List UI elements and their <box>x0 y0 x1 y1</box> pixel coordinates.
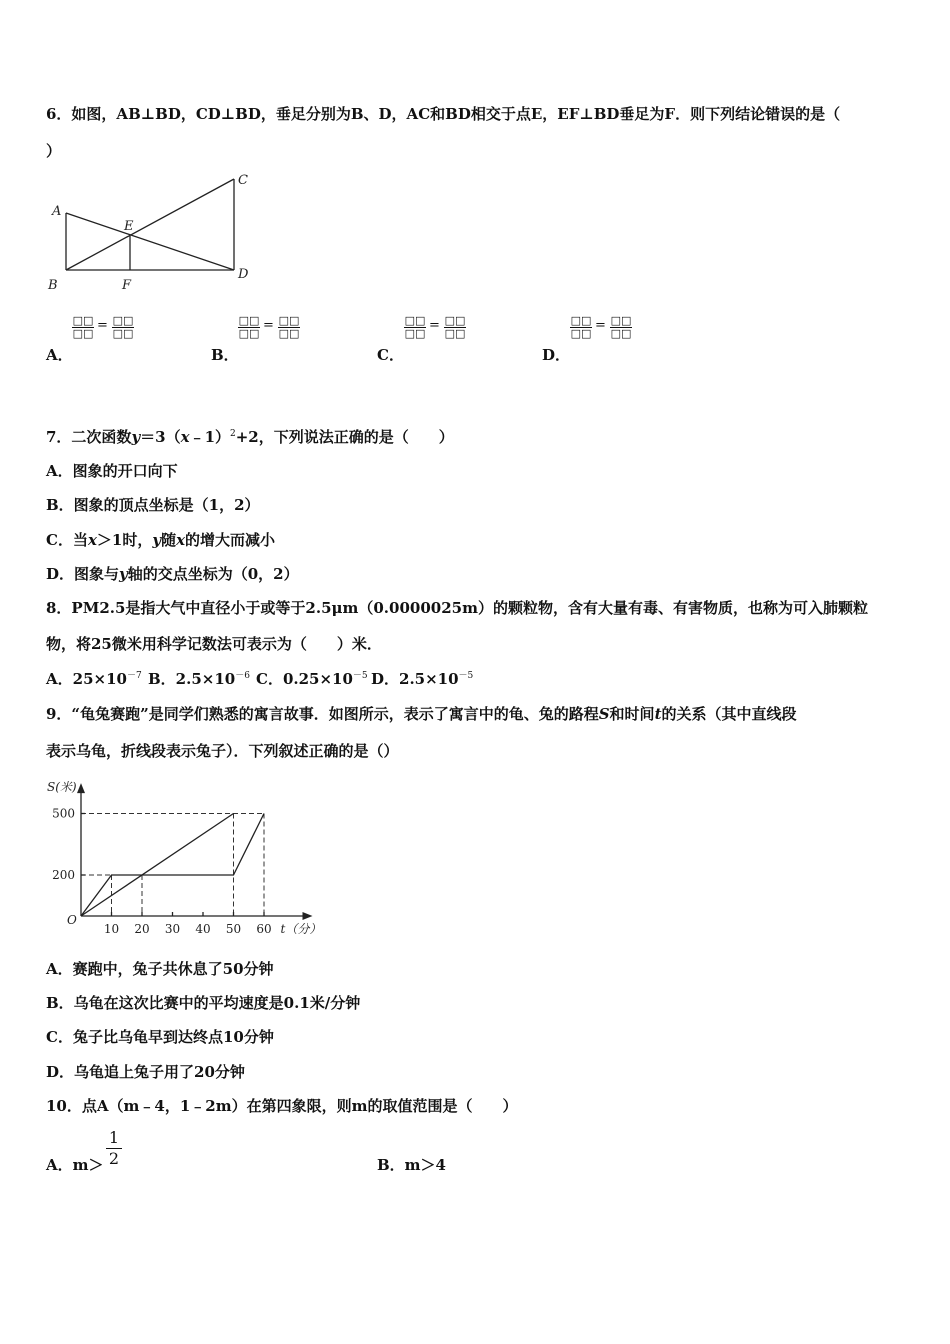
equals-sign: = <box>263 318 274 333</box>
q10-stem: 10．点A（m﹣4，1﹣2m）在第四象限，则m的取值范围是（ ） <box>46 1097 518 1115</box>
q7-stem: 7．二次函数y＝3（x﹣1）$^2$+2，下列说法正确的是（ ） <box>46 428 454 446</box>
q10-option-a[interactable]: A．m＞ <box>46 1156 104 1174</box>
q9-stem-line2: 表示乌龟，折线段表示兔子）．下列叙述正确的是（） <box>46 742 399 760</box>
x-tick-label: 40 <box>195 922 211 936</box>
q6-figure <box>44 168 274 298</box>
segment-bc <box>66 179 234 270</box>
q9-option-b[interactable]: B．乌龟在这次比赛中的平均速度是0.1米/分钟 <box>46 994 361 1012</box>
x-tick-label: 20 <box>134 922 150 936</box>
equals-sign: = <box>429 318 440 333</box>
q8-option-c[interactable]: C．$0.25\times 10^{-5}$ <box>256 670 368 688</box>
fraction: □□ □□ <box>278 314 300 340</box>
label-c: C <box>238 173 248 188</box>
fraction: □□ □□ <box>610 314 632 340</box>
q6-stem-end: ） <box>46 142 62 160</box>
fraction: □□ □□ <box>72 314 94 340</box>
x-tick-label: 60 <box>256 922 272 936</box>
q7-option-c[interactable]: C．当x＞1时，y随x的增大而减小 <box>46 531 276 549</box>
q9-option-d[interactable]: D．乌龟追上兔子用了20分钟 <box>46 1063 245 1081</box>
y-tick-label: 500 <box>52 806 75 821</box>
segment-ad <box>66 213 234 270</box>
option-label: A． <box>46 346 73 364</box>
fraction: □□ □□ <box>570 314 592 340</box>
q7-option-d[interactable]: D．图象与y轴的交点坐标为（0，2） <box>46 565 299 583</box>
x-tick-label: 30 <box>164 922 181 936</box>
q8-stem-line1: 8．PM2.5是指大气中直径小于或等于2.5μm（0.0000025m）的颗粒物，含有大量有毒、有害物质，也称为可入肺颗粒 <box>46 599 868 617</box>
label-d: D <box>238 267 249 282</box>
option-label: B． <box>211 346 239 364</box>
x-tick-label: 10 <box>103 922 120 936</box>
x-axis-label: t（分） <box>280 922 322 936</box>
q7-option-a[interactable]: A．图象的开口向下 <box>46 462 178 480</box>
label-a: A <box>52 204 62 219</box>
rabbit-line <box>81 814 264 917</box>
label-e: E <box>124 219 134 234</box>
q6-stem: 6．如图，AB⊥BD，CD⊥BD，垂足分别为B、D，AC和BD相交于点E，EF⊥BD垂足为F．则下列结论错误的是（ <box>46 105 841 123</box>
q9-option-c[interactable]: C．兔子比乌龟早到达终点10分钟 <box>46 1028 274 1046</box>
fraction: □□ □□ <box>238 314 260 340</box>
option-label: D． <box>542 346 571 364</box>
q8-option-a[interactable]: A．$25\times 10^{-7}$ <box>46 670 142 688</box>
y-axis-arrow <box>77 783 85 793</box>
x-axis-arrow <box>303 912 313 920</box>
fraction: □□ □□ <box>404 314 426 340</box>
x-tick-label: 50 <box>225 922 242 936</box>
label-f: F <box>122 278 132 293</box>
q9-chart <box>40 775 340 945</box>
equals-sign: = <box>97 318 108 333</box>
q10-fraction: 1 2 <box>106 1128 122 1169</box>
q8-option-b[interactable]: B．$2.5\times 10^{-6}$ <box>148 670 250 688</box>
y-tick-label: 200 <box>52 868 75 882</box>
label-b: B <box>48 278 58 293</box>
y-axis-label: S(米) <box>47 780 77 795</box>
fraction: □□ □□ <box>112 314 134 340</box>
q8-stem-line2: 物，将25微米用科学记数法可表示为（ ）米． <box>46 635 382 653</box>
equals-sign: = <box>595 318 606 333</box>
q10-option-b[interactable]: B．m＞4 <box>377 1156 446 1174</box>
q8-option-d[interactable]: D．$2.5\times 10^{-5}$ <box>371 670 474 688</box>
tortoise-line <box>81 814 234 917</box>
fraction: □□ □□ <box>444 314 466 340</box>
origin-label: O <box>67 913 77 927</box>
option-label: C． <box>377 346 404 364</box>
q9-option-a[interactable]: A．赛跑中，兔子共休息了50分钟 <box>46 960 274 978</box>
q7-option-b[interactable]: B．图象的顶点坐标是（1，2） <box>46 496 260 514</box>
q9-stem-line1: 9．“龟兔赛跑”是同学们熟悉的寓言故事．如图所示，表示了寓言中的龟、兔的路程S和时间t的关系（其中直线段 <box>46 705 797 723</box>
